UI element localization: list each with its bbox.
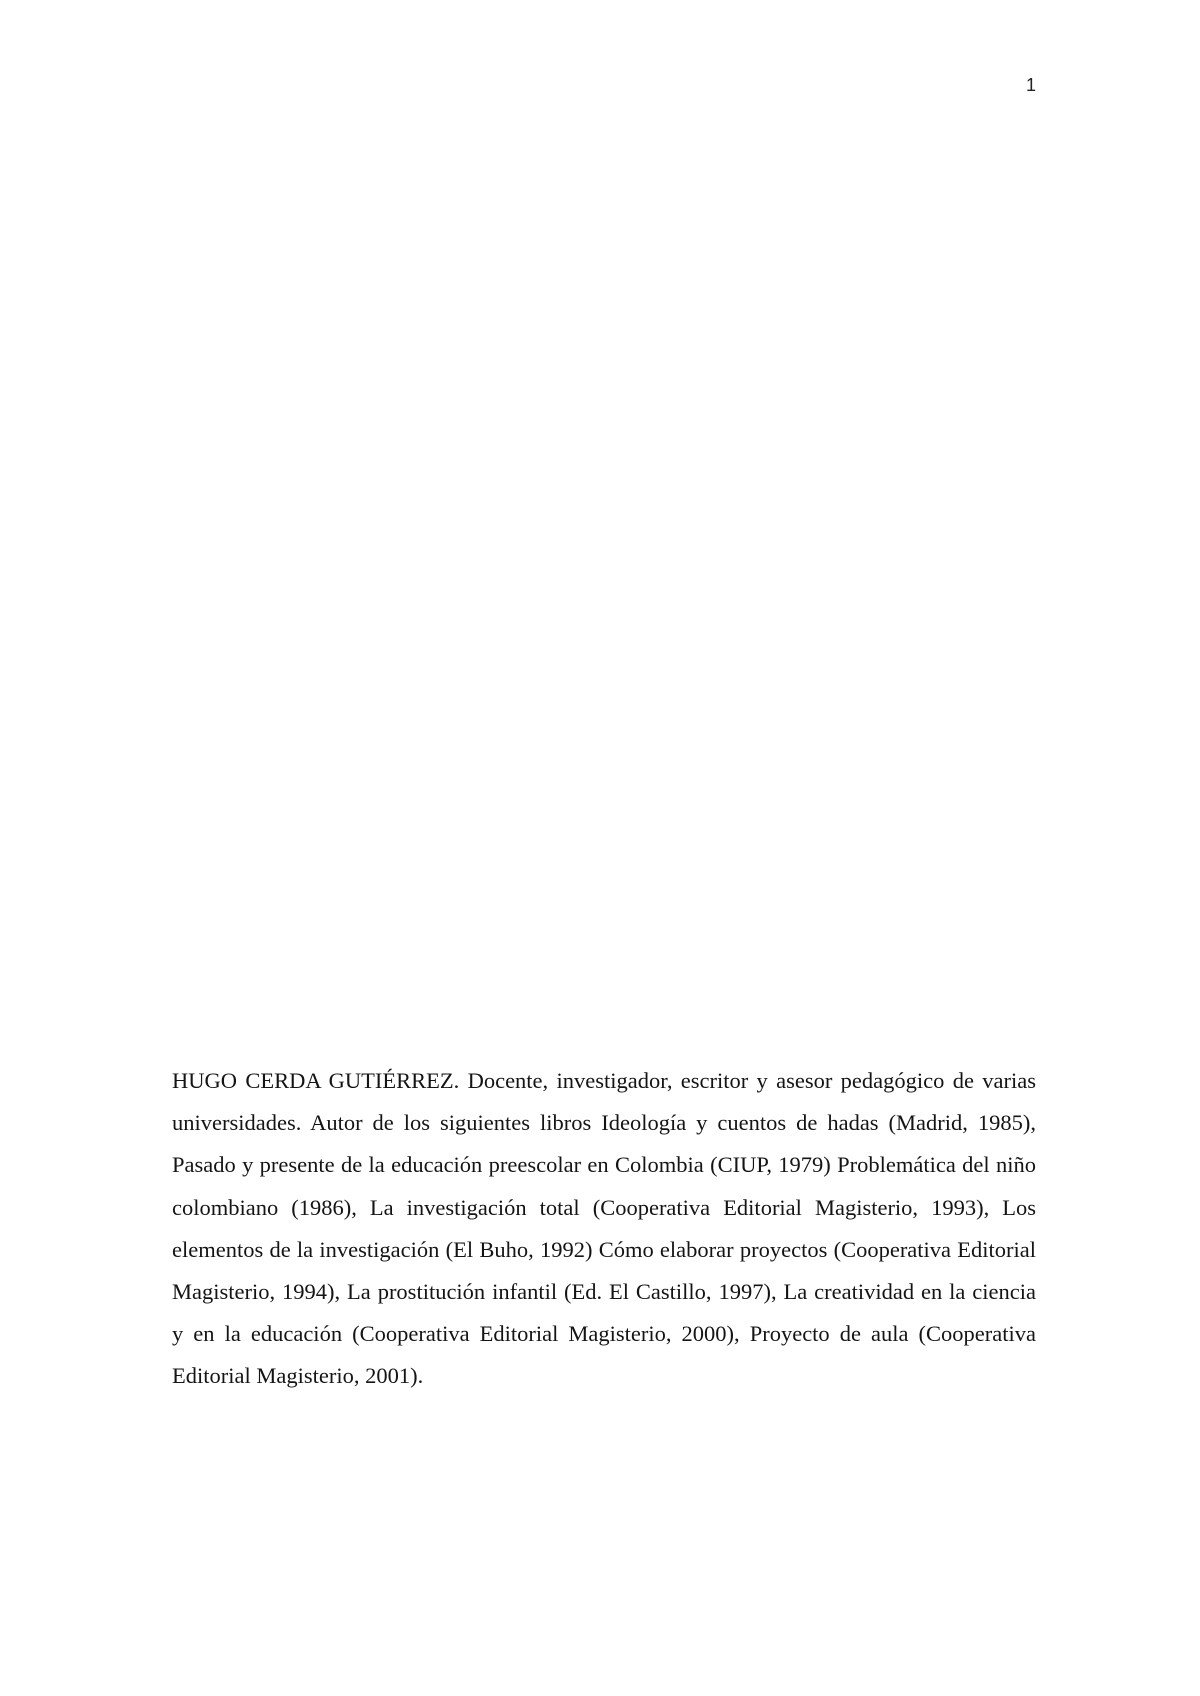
page-number: 1 xyxy=(1025,75,1036,95)
author-bio-paragraph: HUGO CERDA GUTIÉRREZ. Docente, investigador, escritor y asesor pedagógico de varias universidades. Autor de los siguientes libros Ideología y cuentos de hadas (Madrid, 1985), Pasado y presente de la educación preescolar en Colombia (CIUP, 1979) Problemática del niño colombiano (1986), La investigación total (Cooperativa Editorial Magisterio, 1993), Los elementos de la investigación (El Buho, 1992) Cómo elaborar proyectos (Cooperativa Editorial Magisterio, 1994), La prostitución infantil (Ed. El Castillo, 1997), La creatividad en la ciencia y en la educación (Cooperativa Editorial Magisterio, 2000), Proyecto de aula (Cooperativa Editorial Magisterio, 2001). xyxy=(172,1068,1036,1389)
